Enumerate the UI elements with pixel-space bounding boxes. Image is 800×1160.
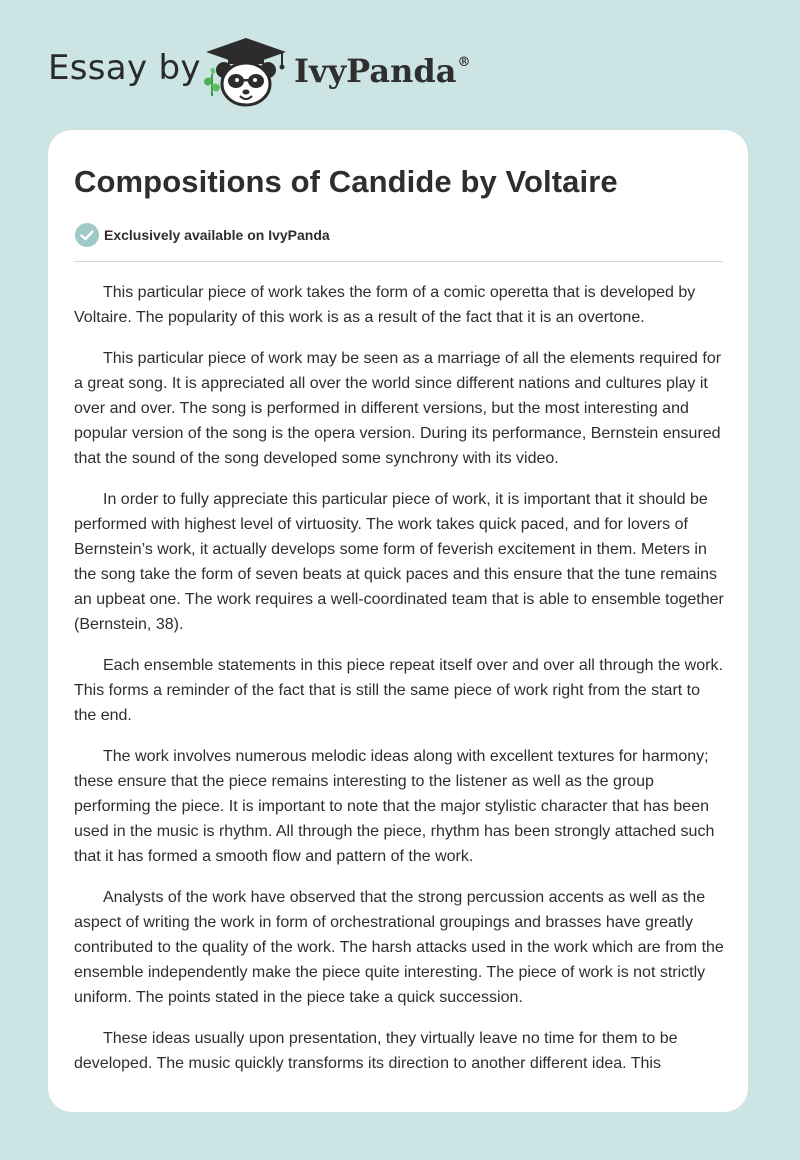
registered-mark: ® bbox=[457, 55, 471, 71]
paragraph: This particular piece of work may be seen as a marriage of all the elements required for a great song. It is appreciated all over the world since different nations and cultures play it over and over. The song is performed in different versions, but the most interesting and popular version of the song is the opera version. During its performance, Bernstein ensured that the sound of the song developed some synchrony with its video. bbox=[74, 350, 722, 467]
brand-name-text: IvyPanda bbox=[294, 52, 457, 90]
essay-body bbox=[74, 280, 724, 1092]
paragraph: Each ensemble statements in this piece repeat itself over and over all through the work. This forms a reminder of the fact that is still the same piece of work right from the start to the end. bbox=[74, 657, 723, 724]
exclusive-badge bbox=[74, 222, 330, 248]
page-title: Compositions of Candide by Voltaire bbox=[74, 164, 618, 199]
exclusive-badge-label: Exclusively available on IvyPanda bbox=[104, 227, 330, 243]
site-header bbox=[0, 0, 800, 120]
paragraph: In order to fully appreciate this particular piece of work, it is important that it should be performed with highest level of virtuosity. The work takes quick paced, and for lovers of Bernstein’s work, it actually develops some form of feverish excitement in them. Meters in the song take the form of seven beats at quick paces and this ensure that the tune remains an upbeat one. The work requires a well-coordinated team that is able to ensemble together (Bernstein, 38). bbox=[74, 491, 724, 633]
brand-name bbox=[294, 52, 470, 90]
check-circle-icon bbox=[74, 222, 100, 248]
essay-by-label: Essay by bbox=[48, 48, 201, 88]
paragraph: The work involves numerous melodic ideas along with excellent textures for harmony; these ensure that the piece remains interesting to the listener as well as the group performing the piece. It is important to note that the major stylistic character that has been used in the music is rhythm. All through the piece, rhythm has been strongly attached such that it has formed a smooth flow and pattern of the work. bbox=[74, 748, 715, 865]
paragraph: This particular piece of work takes the form of a comic operetta that is developed by Voltaire. The popularity of this work is as a result of the fact that it is an overtone. bbox=[74, 284, 696, 326]
paragraph: These ideas usually upon presentation, they virtually leave no time for them to be developed. The music quickly transforms its direction to another different idea. This bbox=[74, 1030, 678, 1072]
title-divider bbox=[74, 261, 723, 262]
essay-card bbox=[48, 130, 748, 1112]
paragraph: Analysts of the work have observed that the strong percussion accents as well as the aspect of writing the work in form of orchestrational groupings and brasses have greatly contributed to the quality of the work. The harsh attacks used in the work which are from the ensemble independently make the piece quite interesting. The piece of work is not strictly uniform. The points stated in the piece take a quick succession. bbox=[74, 889, 724, 1006]
panda-graduation-cap-icon bbox=[204, 36, 288, 108]
